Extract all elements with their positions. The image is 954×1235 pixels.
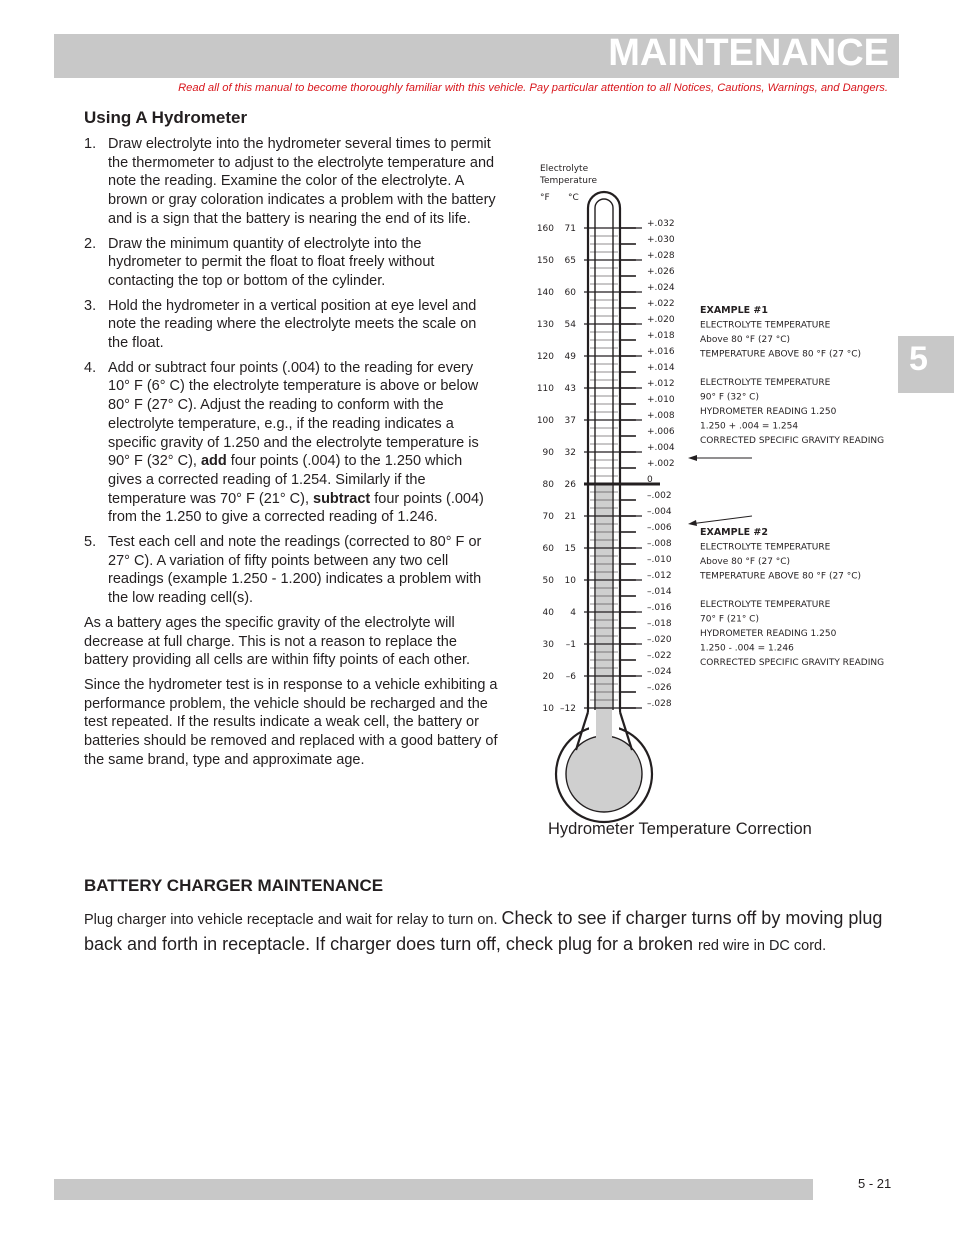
- temp-c-label: 54: [564, 320, 576, 330]
- temp-f-label: 130: [536, 320, 554, 330]
- hydrometer-steps: [84, 135, 498, 608]
- temp-c-label: 65: [564, 256, 576, 266]
- temp-f-label: 20: [542, 672, 554, 682]
- example2-line: ELECTROLYTE TEMPERATURE: [700, 542, 831, 553]
- correction-label: +.020: [647, 315, 675, 325]
- temp-c-label: –1: [565, 640, 576, 650]
- correction-label: +.010: [647, 395, 675, 405]
- temp-c-label: –6: [565, 672, 576, 682]
- example1-line: HYDROMETER READING 1.250: [700, 407, 837, 417]
- correction-label: –.020: [647, 635, 672, 645]
- example2-line: 1.250 - .004 = 1.246: [700, 643, 794, 654]
- correction-label: +.026: [647, 267, 675, 277]
- temp-f-label: 70: [542, 512, 554, 522]
- temp-c-label: 26: [564, 480, 576, 490]
- charger-heading: BATTERY CHARGER MAINTENANCE: [84, 876, 384, 895]
- example2-line: ELECTROLYTE TEMPERATURE: [700, 600, 831, 610]
- page-title: MAINTENANCE: [608, 32, 889, 74]
- example1-line: EXAMPLE #1: [700, 305, 769, 316]
- correction-label: –.010: [647, 555, 672, 565]
- correction-label: –.008: [647, 539, 672, 549]
- correction-label: –.006: [647, 523, 672, 533]
- figure-caption: Hydrometer Temperature Correction: [548, 820, 812, 838]
- correction-label: –.016: [647, 603, 672, 613]
- example2-line: 70° F (21° C): [700, 614, 759, 625]
- temp-f-label: 100: [536, 416, 554, 426]
- correction-label: +.004: [647, 443, 675, 453]
- correction-label: –.026: [647, 683, 672, 693]
- correction-label: 0: [647, 475, 653, 485]
- correction-label: –.028: [647, 699, 672, 709]
- example1-line: ELECTROLYTE TEMPERATURE: [700, 320, 831, 331]
- example1-line: 1.250 + .004 = 1.254: [700, 421, 799, 432]
- arrow-example1-head: [688, 455, 697, 461]
- correction-label: –.004: [647, 507, 672, 517]
- header-fahrenheit: °F: [540, 193, 550, 203]
- temp-f-label: 90: [542, 448, 554, 458]
- temp-c-label: 21: [564, 512, 576, 522]
- correction-label: +.006: [647, 427, 675, 437]
- example1-line: TEMPERATURE ABOVE 80 °F (27 °C): [700, 349, 862, 360]
- temp-c-label: 10: [564, 576, 576, 586]
- temp-f-label: 150: [536, 256, 554, 266]
- retest-paragraph: Since the hydrometer test is in response to a vehicle exhibiting a performance problem, the vehicle should be recharged and the test repeated. If the results indicate a weak cell, the battery or batteries should be removed and replaced with a good battery of the same brand, type and approximate age.: [84, 676, 498, 768]
- example2-line: TEMPERATURE ABOVE 80 °F (27 °C): [700, 571, 862, 582]
- correction-label: +.032: [647, 219, 675, 229]
- correction-label: +.024: [647, 283, 675, 293]
- correction-label: –.018: [647, 619, 672, 629]
- fluid-column: [596, 484, 612, 744]
- footer-bar: [54, 1179, 813, 1200]
- correction-label: +.030: [647, 235, 675, 245]
- step-4: 4. Add or subtract four points (.004) to the reading for every 10° F (6° C) the electrolyte temperature is above or below 80° F (27° C). Adjust the reading to conform with the electrolyte temperature, e.g., if the reading indicates a specific gravity of 1.250 and the electrolyte temperature is 90° F (32° C), add four points (.004) to the 1.250 which gives a corrected reading of 1.254. Similarly if the temperature was 70° F (21° C), subtract four points (.004) from the 1.250 to give a corrected reading of 1.246.: [84, 359, 484, 526]
- temp-header-line2: Temperature: [540, 176, 598, 186]
- temp-f-label: 140: [536, 288, 554, 298]
- correction-label: +.012: [647, 379, 675, 389]
- temp-c-label: 60: [564, 288, 576, 298]
- correction-label: –.002: [647, 491, 672, 501]
- correction-label: +.028: [647, 251, 675, 261]
- temp-f-label: 10: [542, 704, 554, 714]
- charger-text: Plug charger into vehicle receptacle and wait for relay to turn on. Check to see if charger turns off by moving plug back and forth in receptacle. If charger does turn off, check plug for a broken red wire in DC cord.: [84, 908, 883, 954]
- example1-line: ELECTROLYTE TEMPERATURE: [700, 378, 831, 388]
- step-5: 5. Test each cell and note the readings (corrected to 80° F or 27° C). A variation of fifty points between any two cell readings (example 1.250 - 1.200) indicates a problem with the low reading cell(s).: [84, 534, 482, 607]
- correction-label: –.014: [647, 587, 672, 597]
- arrow-example2-head: [688, 520, 697, 526]
- temp-f-label: 120: [536, 352, 554, 362]
- hydrometer-figure: [530, 152, 930, 832]
- correction-label: +.002: [647, 459, 675, 469]
- example2-line: EXAMPLE #2: [700, 527, 769, 538]
- correction-label: +.014: [647, 363, 675, 373]
- temp-c-label: 4: [570, 608, 576, 618]
- safety-notice: Read all of this manual to become thoroughly familiar with this vehicle. Pay particular attention to all Notices, Cautions, Warnings, and Dangers.: [178, 82, 888, 94]
- temp-c-label: 15: [564, 544, 576, 554]
- correction-label: +.022: [647, 299, 675, 309]
- example1-line: Above 80 °F (27 °C): [700, 335, 791, 345]
- example2-line: HYDROMETER READING 1.250: [700, 629, 837, 639]
- aging-paragraph: As a battery ages the specific gravity of the electrolyte will decrease at full charge. This is not a reason to replace the battery providing all cells are within fifty points of each other.: [84, 614, 471, 669]
- temp-c-label: 32: [564, 448, 576, 458]
- header-bar: [54, 34, 899, 78]
- example2-line: CORRECTED SPECIFIC GRAVITY READING: [700, 658, 885, 668]
- example1-line: 90° F (32° C): [700, 392, 759, 403]
- page-number: 5 - 21: [858, 1176, 892, 1191]
- temp-c-label: 43: [564, 384, 576, 394]
- temp-f-label: 40: [542, 608, 554, 618]
- correction-label: +.018: [647, 331, 675, 341]
- temp-f-label: 50: [542, 576, 554, 586]
- temp-c-label: 37: [564, 416, 576, 426]
- step-3: 3. Hold the hydrometer in a vertical position at eye level and note the reading where the electrolyte meets the scale on the float.: [84, 297, 477, 352]
- header-celsius: °C: [568, 193, 579, 203]
- temp-f-label: 110: [536, 384, 554, 394]
- section-tab-number: 5: [909, 340, 928, 378]
- correction-label: +.008: [647, 411, 675, 421]
- temp-c-label: 49: [564, 352, 576, 362]
- thermometer-diagram: [530, 152, 930, 832]
- temp-header-line1: Electrolyte: [540, 164, 589, 174]
- correction-label: +.016: [647, 347, 675, 357]
- example2-line: Above 80 °F (27 °C): [700, 557, 791, 567]
- bulb-neck-fluid: [596, 710, 612, 750]
- correction-label: –.022: [647, 651, 672, 661]
- hydrometer-heading: Using A Hydrometer: [84, 108, 248, 127]
- temp-f-label: 80: [542, 480, 554, 490]
- temp-c-label: –12: [560, 704, 576, 714]
- arrow-example2-line: [690, 516, 752, 524]
- step-1: 1. Draw electrolyte into the hydrometer several times to permit the thermometer to adjust to the electrolyte temperature and note the reading. Examine the color of the electrolyte. A brown or gray coloration indicates a problem with the battery and is a sign that the battery is nearing the end of its life.: [84, 136, 496, 227]
- hydrometer-instructions: [84, 135, 498, 776]
- temp-f-label: 60: [542, 544, 554, 554]
- temp-f-label: 160: [536, 224, 554, 234]
- correction-label: –.024: [647, 667, 672, 677]
- example1-line: CORRECTED SPECIFIC GRAVITY READING: [700, 436, 885, 446]
- step-2: 2. Draw the minimum quantity of electrolyte into the hydrometer to permit the float to float freely without contacting the top or bottom of the cylinder.: [84, 235, 435, 289]
- temp-f-label: 30: [542, 640, 554, 650]
- correction-label: –.012: [647, 571, 672, 581]
- temp-c-label: 71: [564, 224, 576, 234]
